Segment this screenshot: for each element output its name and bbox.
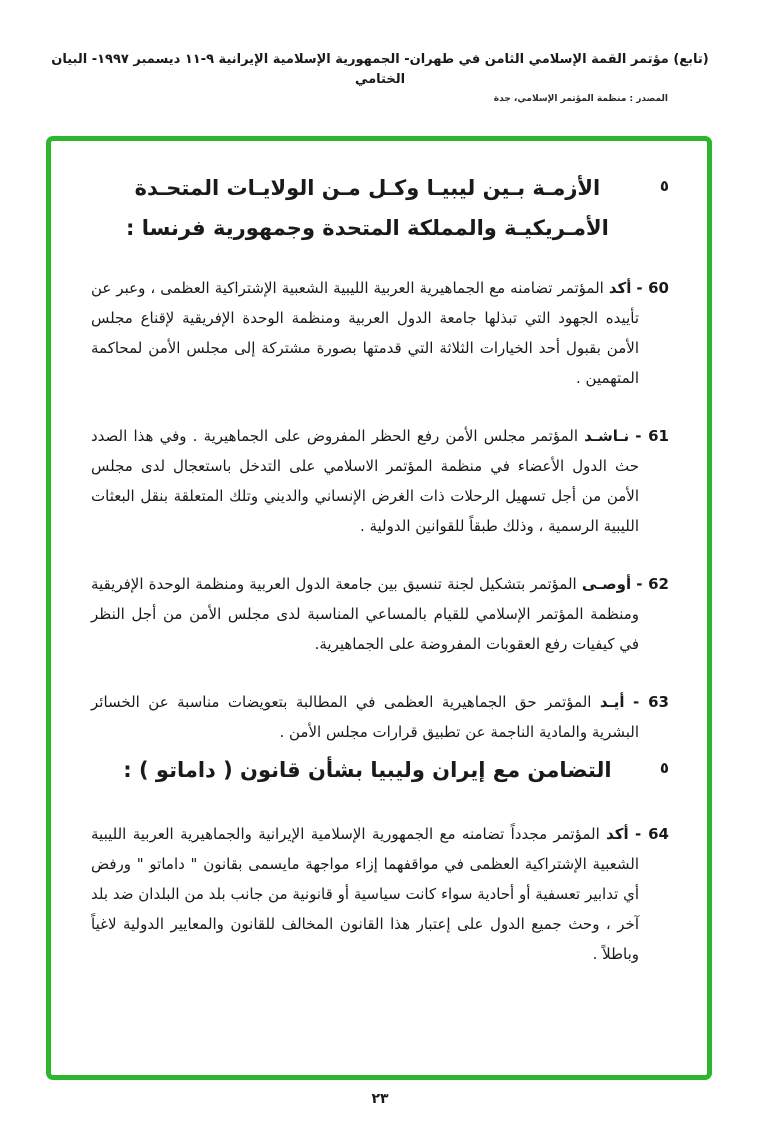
paragraph-text: المؤتمر بتشكيل لجنة تنسيق بين جامعة الدول العربية ومنظمة الوحدة الإفريقية ومنظمة المؤتمر الإسلامي للقيام بالمساعي المناسبة لدى مجلس الأمن من أجل النظر في كيفيات رفع العقوبات المفروضة على الجماهيرية. bbox=[91, 574, 639, 653]
paragraph-text: المؤتمر مجدداً تضامنه مع الجمهورية الإسلامية الإيرانية والجماهيرية العربية الليبية الشعبية الإشتراكية العظمى في مواقفهما إزاء مواجهة مايسمى بقانون " داماتو " ورفض أي تدابير تعسفية أو أحادية سواء كانت سياسية أو قانونية من جانب بلد من البلدان ضد بلد آخر ، وحث جميع الدول على إعتبار هذا القانون المخالف للقانون والمعايير الدولية لاغياً وباطلاً . bbox=[91, 824, 639, 963]
section-title: الأزمـة بـين ليبيـا وكـل مـن الولايـات المتحـدة الأمـريكيـة والمملكة المتحدة وجمهورية فرنسا : bbox=[126, 176, 609, 240]
paragraph-text: المؤتمر تضامنه مع الجماهيرية العربية الليبية الشعبية الإشتراكية العظمى ، وعبر عن تأييده الجهود التي تبذلها جامعة الدول العربية ومنظمة الوحدة الإفريقية لإقناع مجلس الأمن بقبول أحد الخيارات الثلاثة التي قدمتها بصورة مشتركة إلى مجلس الأمن لمحاكمة المتهمين . bbox=[91, 278, 639, 387]
paragraph-number: 63 - bbox=[632, 692, 669, 711]
paragraph-lead-word: أيـد bbox=[599, 692, 625, 711]
paragraph-lead-word: أكد bbox=[608, 278, 632, 297]
section-heading-libya-crisis bbox=[91, 169, 669, 249]
paragraph-63 bbox=[91, 687, 669, 747]
paragraph-62 bbox=[91, 569, 669, 659]
paragraph-text: المؤتمر حق الجماهيرية العظمى في المطالبة بتعويضات مناسبة عن الخسائر البشرية والمادية الناجمة عن تطبيق قرارات مجلس الأمن . bbox=[91, 692, 639, 741]
paragraph-number: 61 - bbox=[635, 426, 669, 445]
section-damato-law bbox=[91, 751, 669, 969]
paragraph-61 bbox=[91, 421, 669, 541]
bullet-marker: ٥ bbox=[659, 758, 669, 777]
paragraph-64 bbox=[91, 819, 669, 969]
paragraph-text: المؤتمر مجلس الأمن رفع الحظر المفروض على الجماهيرية . وفي هذا الصدد حث الدول الأعضاء في منظمة المؤتمر الاسلامي على التدخل باستعجال لدى مجلس الأمن من أجل تسهيل الرحلات ذات الغرض الإنساني والديني وتلك المتعلقة بنقل البعثات الليبية الرسمية ، وذلك طبقاً للقوانين الدولية . bbox=[91, 426, 639, 535]
paragraph-number: 64 - bbox=[635, 824, 669, 843]
document-header-title: (تابع) مؤتمر القمة الإسلامي الثامن في طهران- الجمهورية الإسلامية الإيرانية ٩-١١ ديسمبر ١٩٩٧- البيان الختامي bbox=[51, 52, 709, 87]
section-title: التضامن مع إيران وليبيا بشأن قانون ( داماتو ) : bbox=[123, 757, 612, 782]
paragraph-number: 60 - bbox=[636, 278, 669, 297]
content-frame bbox=[46, 136, 712, 1080]
document-header-source: المصدر : منظمة المؤتمر الإسلامي، جدة bbox=[493, 94, 668, 104]
paragraph-lead-word: أكد bbox=[606, 824, 629, 843]
section-heading-damato-law bbox=[91, 751, 669, 791]
paragraph-lead-word: نـاشـد bbox=[584, 426, 630, 445]
section-libya-crisis bbox=[91, 169, 669, 747]
paragraph-number: 62 - bbox=[636, 574, 669, 593]
paragraph-60 bbox=[91, 273, 669, 393]
document-header bbox=[0, 0, 760, 104]
page-number: ٢٣ bbox=[371, 1091, 389, 1107]
bullet-marker: ٥ bbox=[659, 177, 669, 195]
paragraph-lead-word: أوصـى bbox=[581, 574, 632, 593]
